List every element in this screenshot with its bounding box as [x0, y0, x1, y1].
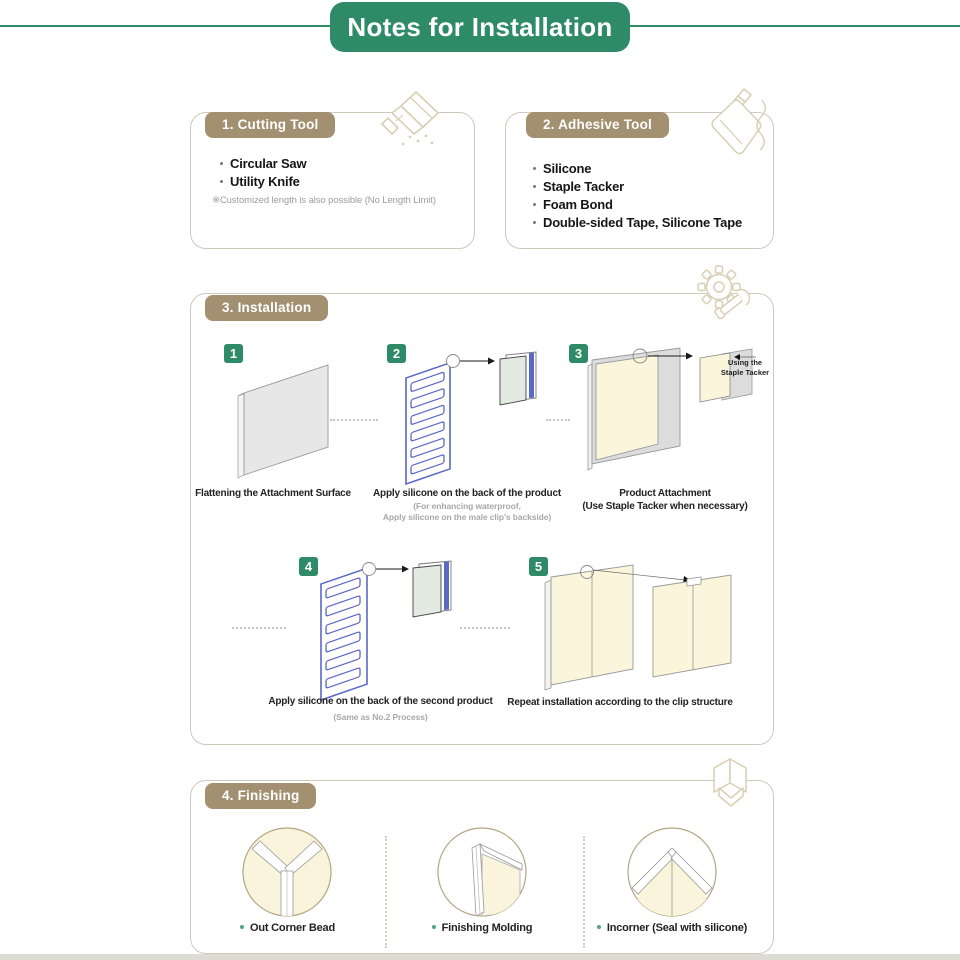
- bullet-dot: [533, 203, 536, 206]
- step5-repeat-illustration: [535, 553, 745, 708]
- dotted-divider: [546, 419, 570, 421]
- dotted-divider: [385, 836, 387, 948]
- step-badge: 3: [569, 344, 588, 363]
- header-rule-right: [630, 25, 960, 27]
- utility-knife-icon: [376, 88, 444, 159]
- bullet-dot: [533, 185, 536, 188]
- step4-caption: Apply silicone on the back of the second product (Same as No.2 Process): [268, 696, 493, 722]
- finishing-molding-illustration: [434, 824, 530, 925]
- bullet-dot: [220, 180, 223, 183]
- gear-wrench-icon: [690, 264, 754, 331]
- adhesive-item: Staple Tacker: [533, 179, 624, 194]
- page-title: Notes for Installation: [330, 2, 630, 52]
- corner-molding-icon: [702, 756, 762, 821]
- step2-caption: Apply silicone on the back of the product (For enhancing waterproof, Apply silicone on the male clip's backside): [373, 488, 561, 522]
- dotted-divider: [232, 627, 286, 629]
- adhesive-tool-label: 2. Adhesive Tool: [526, 112, 669, 138]
- bullet-dot: [432, 925, 436, 929]
- header-rule-left: [0, 25, 330, 27]
- step4-silicone-illustration: [305, 558, 465, 713]
- step2-silicone-illustration: [392, 348, 547, 498]
- bullet-dot: [597, 925, 601, 929]
- finishing-label: 4. Finishing: [205, 783, 316, 809]
- step-badge: 5: [529, 557, 548, 576]
- finishing-item-caption: Incorner (Seal with silicone): [577, 922, 767, 934]
- step-badge: 4: [299, 557, 318, 576]
- adhesive-item: Silicone: [533, 161, 591, 176]
- finishing-item-caption: Finishing Molding: [402, 922, 562, 934]
- out-corner-bead-illustration: [239, 824, 335, 925]
- step1-panel-illustration: [228, 348, 343, 488]
- cutting-note: ※Customized length is also possible (No Length Limit): [212, 195, 436, 206]
- step-badge: 2: [387, 344, 406, 363]
- step3-caption: Product Attachment (Use Staple Tacker when necessary): [582, 488, 748, 512]
- finishing-item-caption: Out Corner Bead: [210, 922, 365, 934]
- cutting-item: Circular Saw: [220, 156, 306, 171]
- adhesive-item: Foam Bond: [533, 197, 613, 212]
- cutting-item: Utility Knife: [220, 174, 300, 189]
- cutting-tool-label: 1. Cutting Tool: [205, 112, 335, 138]
- dotted-divider: [460, 627, 510, 629]
- installation-label: 3. Installation: [205, 295, 328, 321]
- staple-tacker-annotation: Using the Staple Tacker: [720, 358, 770, 377]
- bullet-dot: [220, 162, 223, 165]
- bullet-dot: [533, 167, 536, 170]
- step-badge: 1: [224, 344, 243, 363]
- bottom-strip: [0, 954, 960, 960]
- bullet-dot: [533, 221, 536, 224]
- adhesive-item: Double-sided Tape, Silicone Tape: [533, 215, 742, 230]
- incorner-illustration: [624, 824, 720, 925]
- step5-caption: Repeat installation according to the clip structure: [507, 697, 733, 708]
- silicone-bottle-icon: [698, 86, 770, 173]
- bullet-dot: [240, 925, 244, 929]
- dotted-divider: [330, 419, 378, 421]
- step1-caption: Flattening the Attachment Surface: [195, 488, 351, 499]
